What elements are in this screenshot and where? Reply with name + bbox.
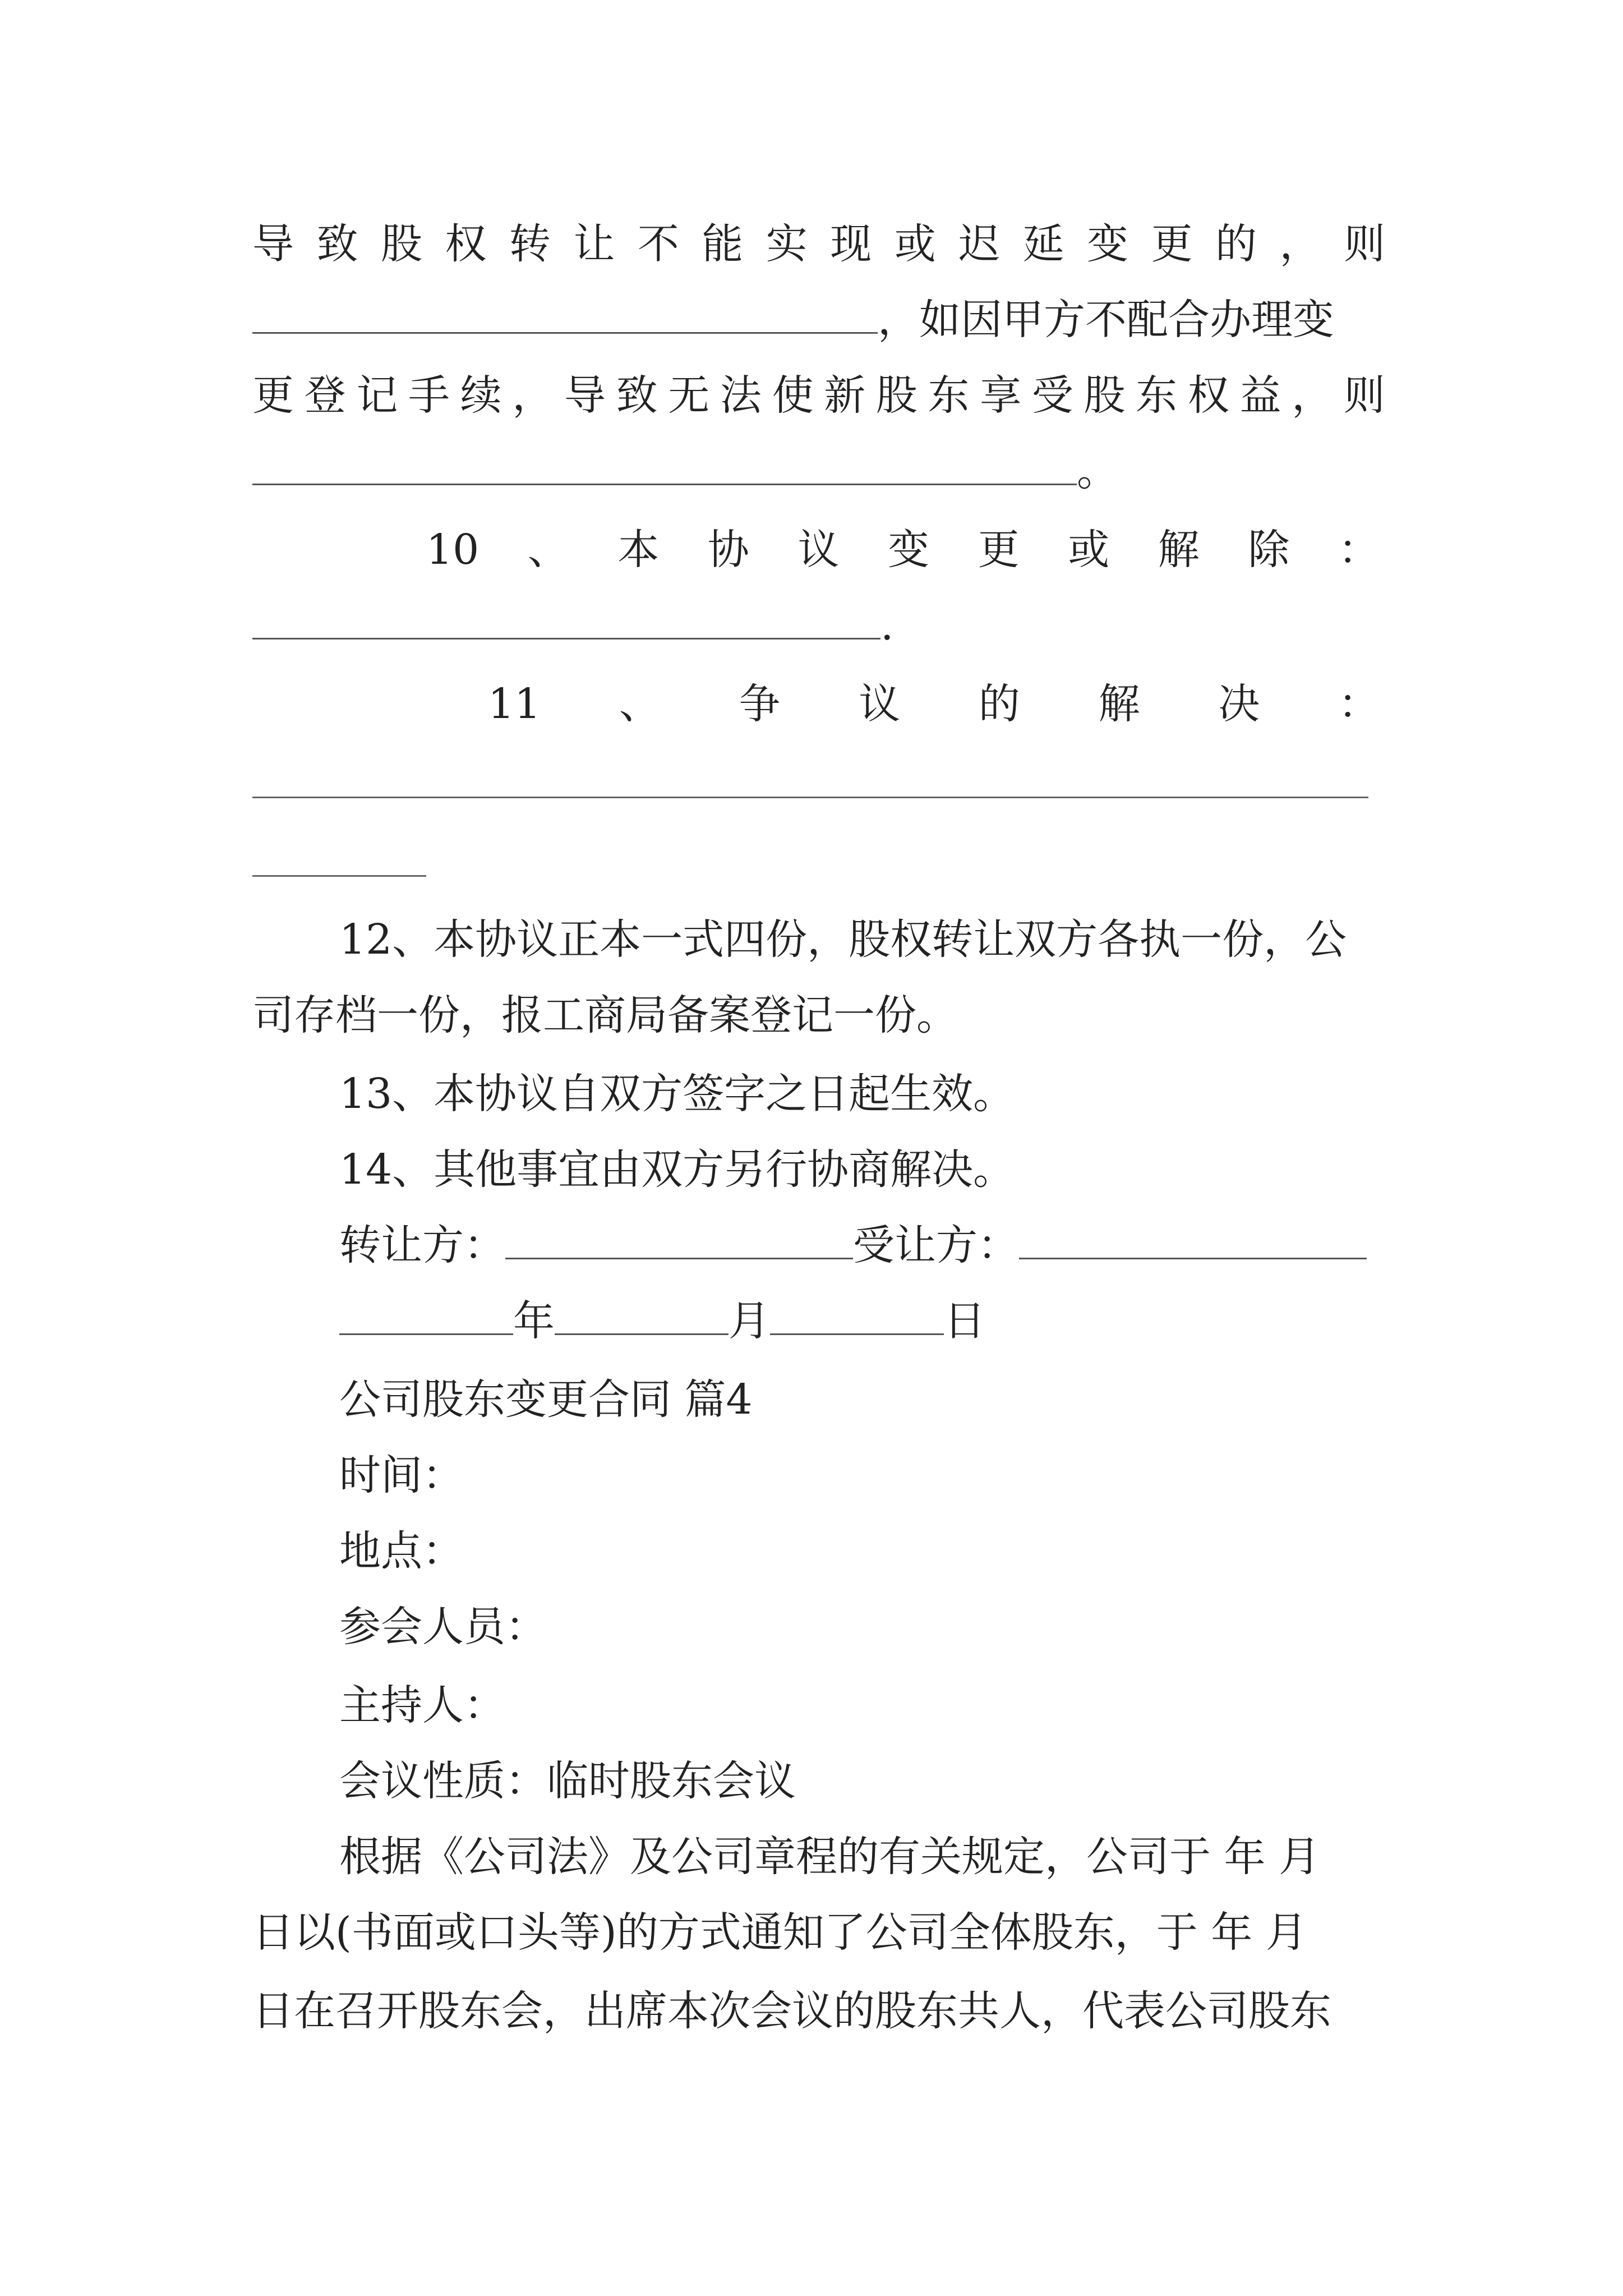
text-glyph: 本 [617,526,660,574]
meeting-nature: 会议性质：临时股东会议 [339,1757,796,1805]
clause-9-text-line-3 [252,356,1385,435]
clause-12-line-2: 司存档一份，报工商局备案登记一份。 [252,991,958,1039]
text-glyph: 股 [875,371,917,420]
text-glyph: 更 [1151,220,1193,268]
text-glyph: 变 [888,526,930,574]
fill-blank-short [252,875,426,877]
text-glyph: 变 [1087,220,1129,268]
clause-9-line-2-text: ，如因甲方不配合办理变 [878,296,1334,344]
text-glyph: ： [1338,680,1380,728]
text-glyph: 则 [1343,220,1385,268]
text-glyph: 的 [978,680,1020,728]
text-glyph: 决 [1218,680,1260,728]
text-glyph: 、 [619,680,661,728]
text-glyph: 协 [707,526,749,574]
clause-9-text-line-2 [252,280,1385,359]
clause-9-text-line-4 [252,432,1385,510]
fill-blank-long [252,797,1368,798]
text-glyph: 10 [426,526,479,574]
clause-9-text-line-1 [252,205,1385,283]
text-glyph: 的 [1215,220,1257,268]
text-glyph: 除 [1248,526,1290,574]
month-label: 月 [728,1297,770,1345]
text-glyph: 致 [316,220,358,268]
text-glyph: ， [1279,220,1321,268]
text-glyph: 权 [1187,371,1229,420]
text-glyph: 法 [720,371,762,420]
text-glyph: 导 [564,371,606,420]
text-glyph: 延 [1022,220,1064,268]
text-glyph: 迟 [958,220,1000,268]
text-glyph: 续 [460,371,502,420]
text-glyph: 享 [980,371,1022,420]
clause-10-heading [426,510,1380,589]
text-glyph: 现 [830,220,872,268]
text-glyph: 东 [1136,371,1178,420]
transferee-label: 受让方： [853,1221,1019,1269]
text-glyph: ， [1292,371,1334,420]
text-glyph: 记 [356,371,398,420]
text-glyph: 益 [1239,371,1281,420]
text-glyph: 股 [1083,371,1126,420]
transferee-signature-blank [1019,1224,1367,1259]
clause-10-blank-line [252,586,1385,665]
text-glyph: 更 [252,371,294,420]
text-glyph: 东 [928,371,970,420]
text-glyph: 股 [380,220,422,268]
text-glyph: 或 [894,220,936,268]
text-glyph: 受 [1031,371,1073,420]
text-glyph: 登 [304,371,346,420]
text-glyph: 使 [772,371,814,420]
month-blank [555,1300,728,1335]
text-glyph: 则 [1343,371,1385,420]
text-glyph: 、 [527,526,569,574]
text-glyph: 无 [668,371,710,420]
attendees-label: 参会人员： [339,1603,547,1651]
text-glyph: 解 [1158,526,1200,574]
clause-11-heading [488,665,1380,743]
text-glyph: 能 [702,220,744,268]
text-glyph: 或 [1068,526,1110,574]
fill-blank [252,450,1077,485]
host-label: 主持人： [339,1681,505,1729]
clause-13: 13、本协议自双方签字之日起生效。 [339,1070,1015,1118]
text-glyph: 争 [739,680,781,728]
date-row [339,1282,1385,1360]
fill-blank [252,604,880,639]
text-glyph: 解 [1098,680,1140,728]
clause-12-line-1: 12、本协议正本一式四份，股权转让双方各执一份，公 [339,915,1347,964]
text-glyph: 手 [408,371,450,420]
day-label: 日 [944,1297,985,1345]
text-glyph: 转 [509,220,551,268]
clause-14: 14、其他事宜由双方另行协商解决。 [339,1145,1015,1194]
text-glyph: 权 [445,220,487,268]
text-glyph: 致 [616,371,658,420]
text-glyph: 议 [859,680,901,728]
text-glyph: 导 [252,220,294,268]
text-glyph: 新 [824,371,866,420]
transferor-label: 转让方： [339,1221,505,1269]
paragraph-line-3: 日在召开股东会，出席本次会议的股东共人，代表公司股东 [252,1987,1331,2035]
section-title: 公司股东变更合同 篇4 [339,1375,753,1424]
text-glyph: ， [512,371,554,420]
day-blank [770,1300,944,1335]
fill-blank [252,298,878,334]
year-blank [339,1300,513,1335]
text-glyph: 11 [488,680,541,728]
year-label: 年 [513,1297,555,1345]
clause-9-line-4-end: 。 [1077,447,1118,495]
text-glyph: 更 [978,526,1020,574]
text-glyph: 实 [766,220,808,268]
text-glyph: 不 [637,220,679,268]
paragraph-line-1: 根据《公司法》及公司章程的有关规定，公司于 年 月 [339,1833,1321,1881]
time-label: 时间： [339,1451,464,1499]
text-glyph: 让 [573,220,615,268]
text-glyph: ： [1338,526,1380,574]
signature-row [339,1206,1385,1285]
text-glyph: 议 [797,526,840,574]
transferor-signature-blank [505,1224,853,1259]
place-label: 地点： [339,1527,464,1575]
paragraph-line-2: 日以(书面或口头等)的方式通知了公司全体股东，于 年 月 [252,1908,1307,1957]
clause-10-end: . [880,601,894,650]
